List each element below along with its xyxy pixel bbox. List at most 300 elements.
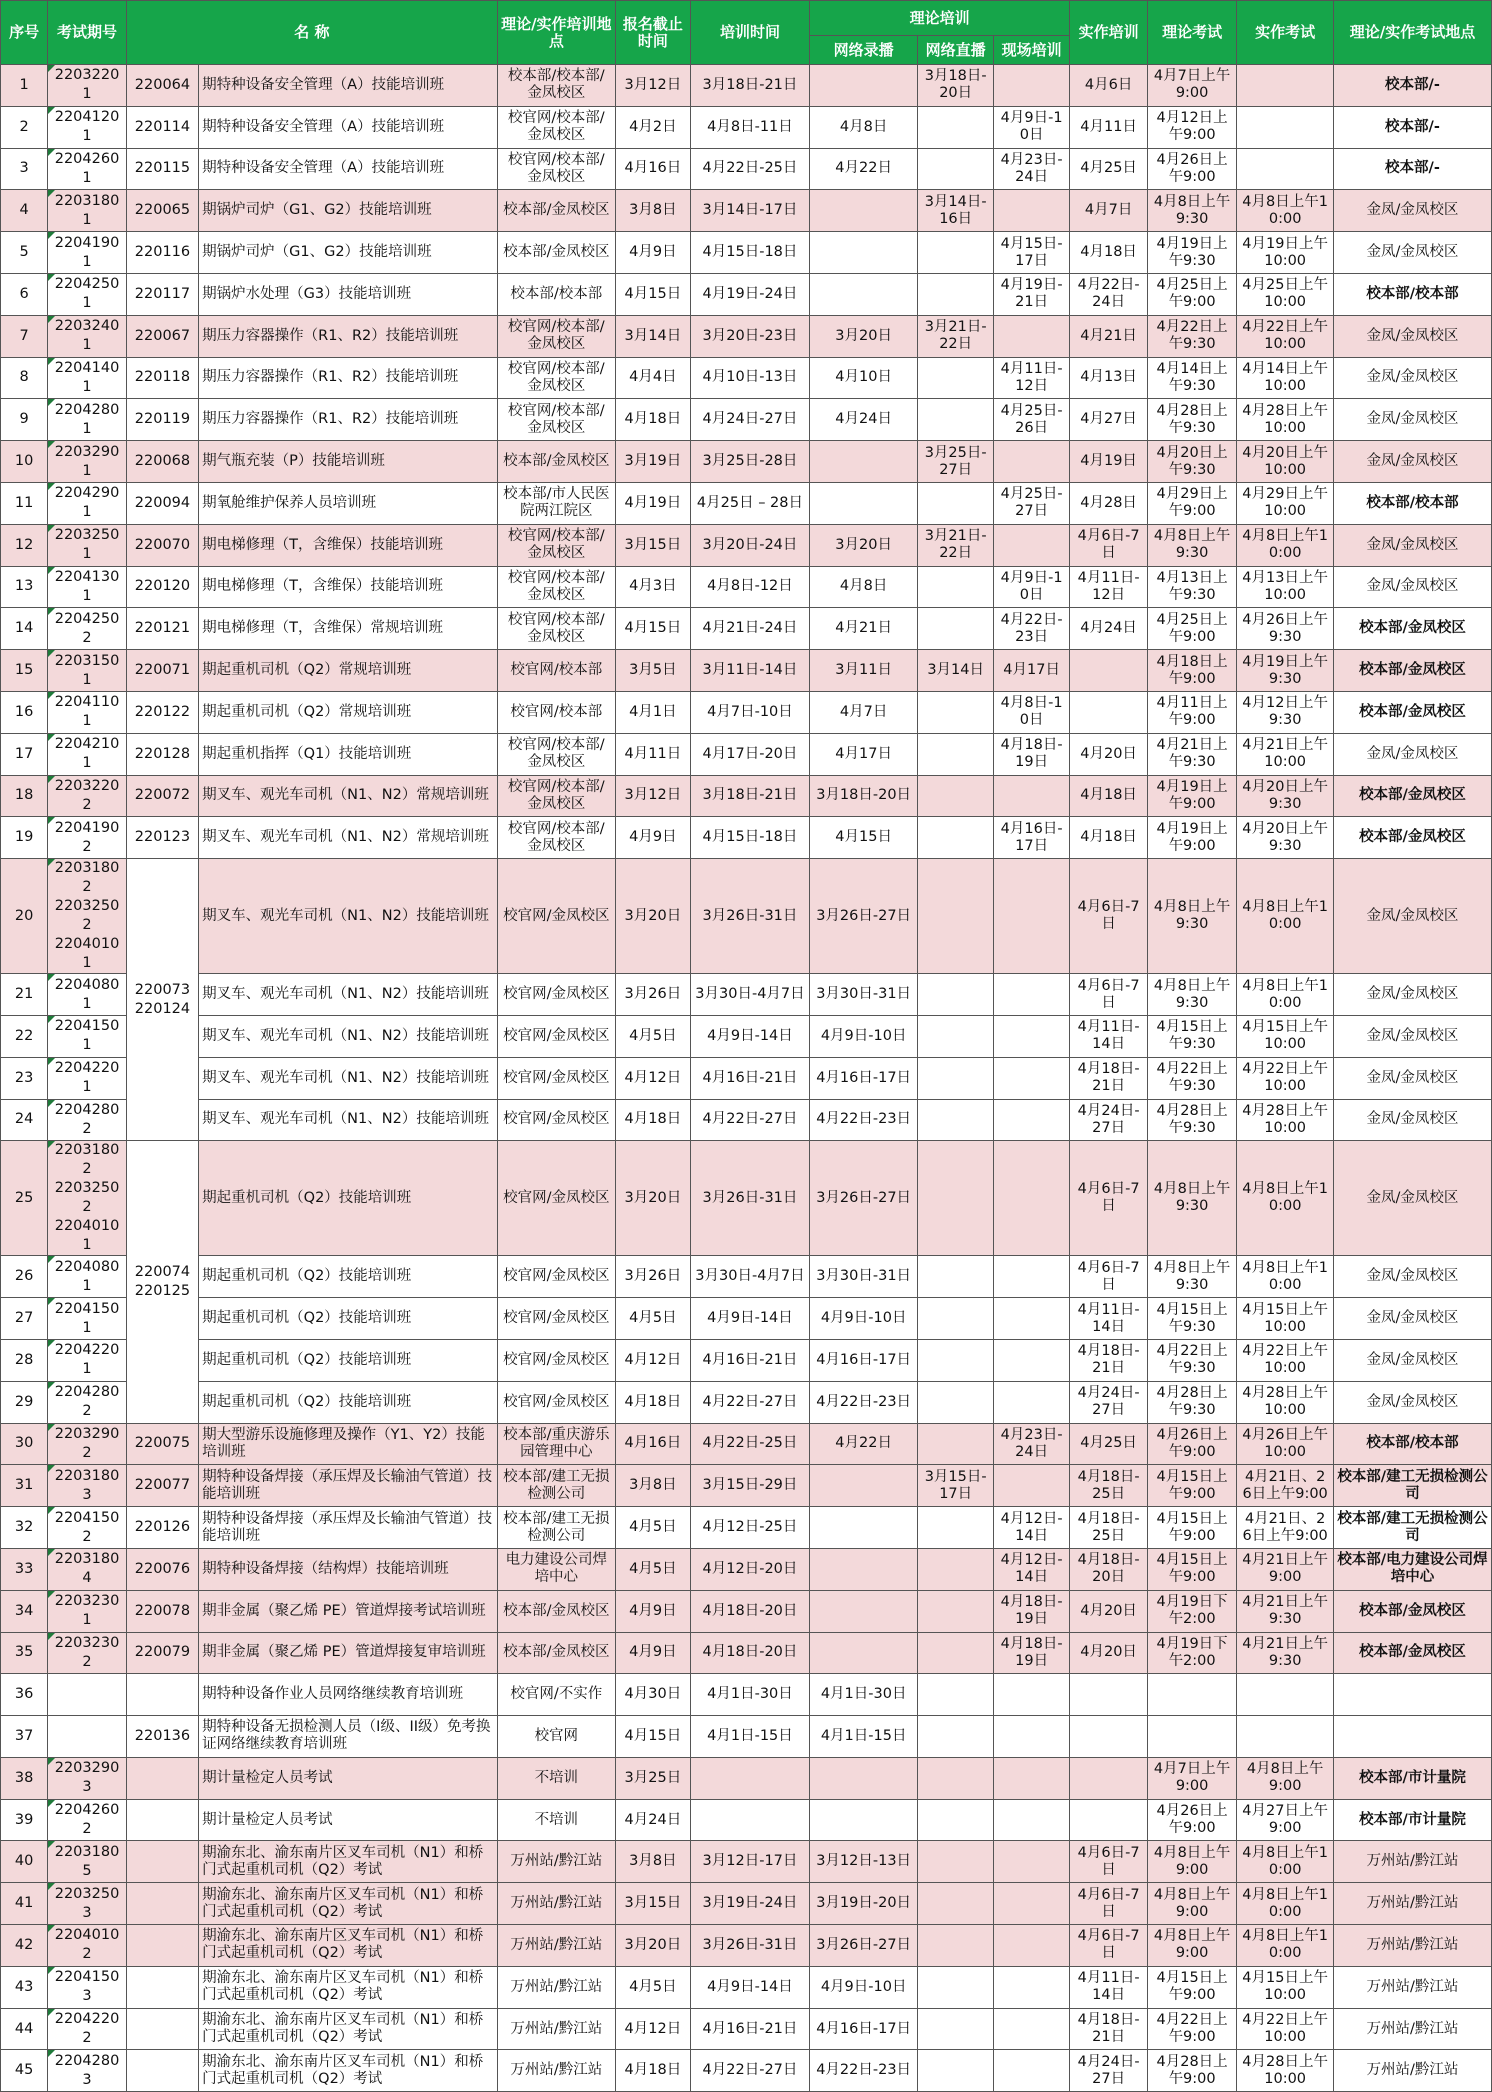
cell-location: 校本部/重庆游乐园管理中心 [497, 1423, 615, 1465]
cell-seq: 41 [1, 1883, 48, 1925]
cell-practical-exam: 4月20日上午9:30 [1237, 817, 1334, 859]
cell-practical-exam: 4月28日上午10:00 [1237, 2050, 1334, 2092]
cell-onsite [993, 1256, 1069, 1298]
cell-location: 不培训 [497, 1757, 615, 1799]
cell-theory-exam: 4月8日上午9:30 [1147, 190, 1237, 232]
cell-exam-no: 22042802 [48, 1099, 126, 1141]
cell-practical-exam: 4月8日上午10:00 [1237, 1141, 1334, 1256]
cell-seq: 4 [1, 190, 48, 232]
cell-onsite [993, 859, 1069, 974]
cell-exam-location: 金凤/金凤校区 [1333, 441, 1491, 483]
cell-seq: 38 [1, 1757, 48, 1799]
cell-practical-exam: 4月8日上午10:00 [1237, 524, 1334, 566]
cell-deadline: 4月5日 [615, 1548, 690, 1590]
cell-deadline: 3月20日 [615, 1925, 690, 1967]
cell-online-live [918, 1507, 993, 1549]
cell-practical-exam: 4月13日上午10:00 [1237, 566, 1334, 608]
cell-theory-exam: 4月28日上午9:30 [1147, 1099, 1237, 1141]
table-row [1, 1548, 1492, 1590]
cell-exam-location: 校本部/校本部 [1333, 482, 1491, 524]
cell-training-time: 4月18日-20日 [691, 1632, 810, 1674]
cell-onsite [993, 1298, 1069, 1340]
cell-exam-no: 22041201 [48, 106, 126, 148]
cell-online-recorded [809, 1799, 918, 1841]
cell-exam-no: 22031804 [48, 1548, 126, 1590]
cell-code [126, 2008, 198, 2050]
cell-online-recorded: 4月8日 [809, 566, 918, 608]
cell-practical-exam: 4月8日上午10:00 [1237, 190, 1334, 232]
cell-practical-training: 4月18日-21日 [1070, 1057, 1147, 1099]
cell-training-time: 3月20日-24日 [691, 524, 810, 566]
cell-name: 期大型游乐设施修理及操作（Y1、Y2）技能培训班 [199, 1423, 498, 1465]
header-online-recorded: 网络录播 [809, 36, 918, 65]
cell-onsite [993, 1057, 1069, 1099]
cell-practical-training: 4月28日 [1070, 482, 1147, 524]
cell-onsite: 4月12日-14日 [993, 1548, 1069, 1590]
cell-seq: 18 [1, 775, 48, 817]
table-row [1, 1256, 1492, 1298]
cell-deadline: 4月18日 [615, 2050, 690, 2092]
cell-code: 220118 [126, 357, 198, 399]
cell-code: 220136 [126, 1716, 198, 1758]
cell-exam-location: 金凤/金凤校区 [1333, 232, 1491, 274]
cell-onsite: 4月18日-19日 [993, 1632, 1069, 1674]
cell-online-recorded: 3月30日-31日 [809, 974, 918, 1016]
cell-deadline: 4月24日 [615, 1799, 690, 1841]
cell-code: 220114 [126, 106, 198, 148]
table-row [1, 1423, 1492, 1465]
cell-practical-exam: 4月22日上午10:00 [1237, 1339, 1334, 1381]
cell-training-time: 4月8日-12日 [691, 566, 810, 608]
cell-name: 期计量检定人员考试 [199, 1799, 498, 1841]
cell-practical-exam: 4月8日上午10:00 [1237, 1883, 1334, 1925]
cell-training-time: 4月17日-20日 [691, 733, 810, 775]
cell-exam-location: 金凤/金凤校区 [1333, 524, 1491, 566]
table-row [1, 608, 1492, 650]
cell-practical-training: 4月20日 [1070, 1590, 1147, 1632]
header-theory-exam: 理论考试 [1147, 1, 1237, 65]
cell-location: 校官网/校本部/金凤校区 [497, 608, 615, 650]
cell-training-time: 3月14日-17日 [691, 190, 810, 232]
cell-code: 220071 [126, 650, 198, 692]
cell-location: 校官网/校本部/金凤校区 [497, 566, 615, 608]
cell-exam-location: 校本部/金凤校区 [1333, 1590, 1491, 1632]
cell-practical-training: 4月18日 [1070, 775, 1147, 817]
cell-training-time: 4月16日-21日 [691, 1057, 810, 1099]
cell-deadline: 3月12日 [615, 65, 690, 107]
cell-practical-training: 4月25日 [1070, 1423, 1147, 1465]
cell-location: 校官网/不实作 [497, 1674, 615, 1716]
cell-practical-training: 4月24日-27日 [1070, 1381, 1147, 1423]
table-row [1, 1057, 1492, 1099]
cell-practical-exam: 4月28日上午10:00 [1237, 1381, 1334, 1423]
cell-practical-exam: 4月19日上午9:30 [1237, 650, 1334, 692]
cell-practical-training: 4月6日-7日 [1070, 859, 1147, 974]
cell-practical-training: 4月20日 [1070, 1632, 1147, 1674]
cell-online-recorded [809, 1632, 918, 1674]
cell-code: 220072 [126, 775, 198, 817]
cell-online-live [918, 357, 993, 399]
table-row [1, 859, 1492, 974]
cell-online-recorded: 4月9日-10日 [809, 1298, 918, 1340]
cell-onsite: 4月9日-10日 [993, 106, 1069, 148]
cell-practical-exam [1237, 1674, 1334, 1716]
cell-theory-exam: 4月26日上午9:00 [1147, 148, 1237, 190]
cell-exam-location: 校本部/金凤校区 [1333, 650, 1491, 692]
cell-training-time: 3月30日-4月7日 [691, 1256, 810, 1298]
cell-online-recorded [809, 1507, 918, 1549]
table-row [1, 524, 1492, 566]
cell-name: 期叉车、观光车司机（N1、N2）技能培训班 [199, 974, 498, 1016]
cell-deadline: 3月8日 [615, 1465, 690, 1507]
cell-location: 校官网/校本部/金凤校区 [497, 148, 615, 190]
cell-name: 期电梯修理（T，含维保）技能培训班 [199, 566, 498, 608]
cell-exam-no: 22032903 [48, 1757, 126, 1799]
cell-exam-no: 22041101 [48, 691, 126, 733]
cell-name: 期渝东北、渝东南片区叉车司机（N1）和桥门式起重机司机（Q2）考试 [199, 2050, 498, 2092]
cell-theory-exam: 4月7日上午9:00 [1147, 1757, 1237, 1799]
cell-seq: 15 [1, 650, 48, 692]
cell-seq: 5 [1, 232, 48, 274]
cell-exam-no: 22041401 [48, 357, 126, 399]
cell-deadline: 4月2日 [615, 106, 690, 148]
cell-training-time: 4月24日-27日 [691, 399, 810, 441]
cell-deadline: 4月4日 [615, 357, 690, 399]
cell-seq: 11 [1, 482, 48, 524]
cell-location: 校官网/金凤校区 [497, 1057, 615, 1099]
cell-onsite [993, 1099, 1069, 1141]
cell-location: 万州站/黔江站 [497, 2008, 615, 2050]
cell-theory-exam: 4月11日上午9:00 [1147, 691, 1237, 733]
cell-seq: 39 [1, 1799, 48, 1841]
cell-name: 期起重机司机（Q2）技能培训班 [199, 1381, 498, 1423]
cell-theory-exam: 4月22日上午9:30 [1147, 1339, 1237, 1381]
cell-seq: 8 [1, 357, 48, 399]
cell-practical-training: 4月6日 [1070, 65, 1147, 107]
cell-onsite: 4月8日-10日 [993, 691, 1069, 733]
table-row [1, 817, 1492, 859]
cell-exam-no: 22032302 [48, 1632, 126, 1674]
cell-name: 期非金属（聚乙烯 PE）管道焊接考试培训班 [199, 1590, 498, 1632]
cell-theory-exam: 4月13日上午9:30 [1147, 566, 1237, 608]
cell-name: 期特种设备安全管理（A）技能培训班 [199, 106, 498, 148]
cell-online-recorded: 4月1日-30日 [809, 1674, 918, 1716]
cell-seq: 22 [1, 1015, 48, 1057]
cell-online-live [918, 1256, 993, 1298]
cell-online-recorded: 4月8日 [809, 106, 918, 148]
cell-exam-no: 22041901 [48, 232, 126, 274]
cell-exam-no: 22041902 [48, 817, 126, 859]
cell-practical-training: 4月20日 [1070, 733, 1147, 775]
cell-exam-location: 校本部/电力建设公司焊培中心 [1333, 1548, 1491, 1590]
cell-name: 期叉车、观光车司机（N1、N2）技能培训班 [199, 859, 498, 974]
cell-seq: 40 [1, 1841, 48, 1883]
cell-exam-location: 金凤/金凤校区 [1333, 1298, 1491, 1340]
cell-training-time: 4月25日 – 28日 [691, 482, 810, 524]
cell-seq: 25 [1, 1141, 48, 1256]
table-row [1, 273, 1492, 315]
cell-deadline: 4月9日 [615, 1590, 690, 1632]
cell-onsite [993, 1716, 1069, 1758]
cell-location: 校官网/金凤校区 [497, 1381, 615, 1423]
cell-deadline: 4月5日 [615, 1298, 690, 1340]
cell-name: 期叉车、观光车司机（N1、N2）技能培训班 [199, 1015, 498, 1057]
cell-name: 期压力容器操作（R1、R2）技能培训班 [199, 399, 498, 441]
cell-exam-location: 校本部/校本部 [1333, 1423, 1491, 1465]
cell-name: 期起重机司机（Q2）常规培训班 [199, 650, 498, 692]
header-online-live: 网络直播 [918, 36, 993, 65]
cell-practical-training: 4月18日 [1070, 817, 1147, 859]
cell-name: 期非金属（聚乙烯 PE）管道焊接复审培训班 [199, 1632, 498, 1674]
table-row [1, 1966, 1492, 2008]
cell-theory-exam: 4月8日上午9:30 [1147, 1141, 1237, 1256]
cell-online-live: 3月21日-22日 [918, 315, 993, 357]
cell-deadline: 3月15日 [615, 1883, 690, 1925]
cell-deadline: 3月26日 [615, 974, 690, 1016]
cell-exam-location: 金凤/金凤校区 [1333, 190, 1491, 232]
cell-onsite [993, 1966, 1069, 2008]
cell-exam-no: 22042201 [48, 1057, 126, 1099]
cell-deadline: 4月15日 [615, 273, 690, 315]
cell-theory-exam: 4月28日上午9:30 [1147, 399, 1237, 441]
cell-practical-training: 4月6日-7日 [1070, 1883, 1147, 1925]
cell-practical-training: 4月27日 [1070, 399, 1147, 441]
cell-practical-training: 4月18日 [1070, 232, 1147, 274]
cell-seq: 29 [1, 1381, 48, 1423]
cell-practical-exam: 4月20日上午9:30 [1237, 775, 1334, 817]
cell-practical-exam [1237, 65, 1334, 107]
table-row [1, 1099, 1492, 1141]
table-row [1, 775, 1492, 817]
cell-theory-exam: 4月8日上午9:30 [1147, 524, 1237, 566]
cell-training-time: 4月21日-24日 [691, 608, 810, 650]
cell-name: 期叉车、观光车司机（N1、N2）常规培训班 [199, 775, 498, 817]
cell-practical-training: 4月6日-7日 [1070, 1841, 1147, 1883]
cell-onsite: 4月23日-24日 [993, 1423, 1069, 1465]
cell-theory-exam: 4月15日上午9:30 [1147, 1298, 1237, 1340]
cell-exam-location: 校本部/建工无损检测公司 [1333, 1465, 1491, 1507]
cell-practical-exam: 4月21日、26日上午9:00 [1237, 1465, 1334, 1507]
cell-theory-exam: 4月8日上午9:30 [1147, 1256, 1237, 1298]
header-exam-location: 理论/实作考试地点 [1333, 1, 1491, 65]
cell-location: 校本部/校本部 [497, 273, 615, 315]
cell-online-recorded [809, 273, 918, 315]
table-row [1, 1339, 1492, 1381]
table-row [1, 106, 1492, 148]
cell-theory-exam: 4月22日上午9:30 [1147, 315, 1237, 357]
cell-code: 220126 [126, 1507, 198, 1549]
cell-practical-training: 4月11日-14日 [1070, 1298, 1147, 1340]
cell-onsite [993, 315, 1069, 357]
cell-online-live [918, 1099, 993, 1141]
cell-exam-no [48, 1716, 126, 1758]
cell-training-time: 4月9日-14日 [691, 1298, 810, 1340]
cell-location: 校本部/建工无损检测公司 [497, 1465, 615, 1507]
cell-name: 期特种设备安全管理（A）技能培训班 [199, 148, 498, 190]
cell-code: 220121 [126, 608, 198, 650]
cell-exam-location: 金凤/金凤校区 [1333, 1256, 1491, 1298]
cell-exam-no: 22042901 [48, 482, 126, 524]
cell-online-live: 3月21日-22日 [918, 524, 993, 566]
cell-online-recorded: 4月22日 [809, 148, 918, 190]
cell-practical-training: 4月6日-7日 [1070, 1256, 1147, 1298]
cell-exam-location: 校本部/金凤校区 [1333, 608, 1491, 650]
cell-online-recorded: 4月16日-17日 [809, 1057, 918, 1099]
cell-exam-location: 校本部/- [1333, 106, 1491, 148]
cell-practical-exam: 4月8日上午10:00 [1237, 859, 1334, 974]
cell-online-recorded: 4月7日 [809, 691, 918, 733]
cell-online-recorded: 3月26日-27日 [809, 1925, 918, 1967]
cell-onsite [993, 1799, 1069, 1841]
cell-theory-exam: 4月8日上午9:30 [1147, 974, 1237, 1016]
cell-location: 万州站/黔江站 [497, 2050, 615, 2092]
cell-code: 220078 [126, 1590, 198, 1632]
cell-training-time: 3月18日-21日 [691, 775, 810, 817]
cell-exam-no: 22042602 [48, 1799, 126, 1841]
cell-onsite [993, 1015, 1069, 1057]
cell-onsite [993, 1757, 1069, 1799]
cell-online-recorded: 4月16日-17日 [809, 1339, 918, 1381]
cell-online-live [918, 399, 993, 441]
cell-deadline: 4月19日 [615, 482, 690, 524]
cell-onsite: 4月17日 [993, 650, 1069, 692]
cell-location: 校官网/校本部/金凤校区 [497, 357, 615, 399]
cell-name: 期特种设备安全管理（A）技能培训班 [199, 65, 498, 107]
cell-theory-exam: 4月20日上午9:30 [1147, 441, 1237, 483]
cell-name: 期气瓶充装（P）技能培训班 [199, 441, 498, 483]
cell-online-recorded: 3月20日 [809, 524, 918, 566]
cell-deadline: 4月30日 [615, 1674, 690, 1716]
cell-deadline: 4月5日 [615, 1015, 690, 1057]
cell-exam-no: 22040801 [48, 1256, 126, 1298]
cell-location: 校官网/金凤校区 [497, 1339, 615, 1381]
cell-practical-training [1070, 1799, 1147, 1841]
cell-online-live [918, 148, 993, 190]
cell-training-time: 4月12日-25日 [691, 1507, 810, 1549]
cell-practical-exam: 4月21日上午9:00 [1237, 1548, 1334, 1590]
cell-training-time: 4月10日-13日 [691, 357, 810, 399]
cell-practical-exam: 4月25日上午10:00 [1237, 273, 1334, 315]
table-row [1, 1674, 1492, 1716]
cell-theory-exam: 4月19日上午9:00 [1147, 817, 1237, 859]
cell-deadline: 4月5日 [615, 1966, 690, 2008]
cell-training-time: 3月15日-29日 [691, 1465, 810, 1507]
cell-deadline: 3月12日 [615, 775, 690, 817]
cell-location: 校本部/金凤校区 [497, 190, 615, 232]
cell-theory-exam: 4月8日上午9:00 [1147, 1883, 1237, 1925]
cell-onsite [993, 1381, 1069, 1423]
cell-name: 期特种设备焊接（承压焊及长输油气管道）技能培训班 [199, 1465, 498, 1507]
cell-code: 220076 [126, 1548, 198, 1590]
cell-online-live [918, 106, 993, 148]
cell-deadline: 4月3日 [615, 566, 690, 608]
cell-training-time: 3月20日-23日 [691, 315, 810, 357]
cell-online-live: 3月25日-27日 [918, 441, 993, 483]
cell-online-live [918, 232, 993, 274]
cell-location: 校官网/校本部 [497, 650, 615, 692]
cell-exam-location: 校本部/- [1333, 65, 1491, 107]
cell-location: 校本部/市人民医院两江院区 [497, 482, 615, 524]
cell-theory-exam: 4月14日上午9:30 [1147, 357, 1237, 399]
cell-location: 电力建设公司焊培中心 [497, 1548, 615, 1590]
cell-seq: 33 [1, 1548, 48, 1590]
cell-exam-location: 校本部/金凤校区 [1333, 1632, 1491, 1674]
cell-practical-training [1070, 650, 1147, 692]
cell-onsite: 4月25日-27日 [993, 482, 1069, 524]
cell-online-recorded: 4月9日-10日 [809, 1966, 918, 2008]
cell-onsite: 4月18日-19日 [993, 733, 1069, 775]
cell-practical-training: 4月6日-7日 [1070, 1141, 1147, 1256]
cell-practical-training [1070, 1716, 1147, 1758]
cell-code: 220123 [126, 817, 198, 859]
cell-exam-no: 22032901 [48, 441, 126, 483]
cell-location: 校官网/金凤校区 [497, 1141, 615, 1256]
cell-name: 期锅炉水处理（G3）技能培训班 [199, 273, 498, 315]
cell-exam-location: 校本部/金凤校区 [1333, 817, 1491, 859]
cell-seq: 36 [1, 1674, 48, 1716]
cell-online-recorded [809, 1548, 918, 1590]
cell-online-live: 3月15日-17日 [918, 1465, 993, 1507]
cell-code: 220119 [126, 399, 198, 441]
table-row [1, 357, 1492, 399]
cell-practical-training: 4月7日 [1070, 190, 1147, 232]
cell-online-live [918, 1015, 993, 1057]
header-seq: 序号 [1, 1, 48, 65]
cell-practical-training: 4月11日-14日 [1070, 1966, 1147, 2008]
cell-seq: 31 [1, 1465, 48, 1507]
cell-practical-exam: 4月26日上午9:30 [1237, 608, 1334, 650]
cell-exam-no: 22042801 [48, 399, 126, 441]
cell-training-time: 3月30日-4月7日 [691, 974, 810, 1016]
cell-practical-training: 4月13日 [1070, 357, 1147, 399]
cell-exam-no: 22040801 [48, 974, 126, 1016]
cell-training-time: 3月26日-31日 [691, 1925, 810, 1967]
cell-seq: 30 [1, 1423, 48, 1465]
cell-practical-exam: 4月21日上午9:30 [1237, 1632, 1334, 1674]
cell-practical-training: 4月22日-24日 [1070, 273, 1147, 315]
table-row [1, 974, 1492, 1016]
cell-online-live [918, 1548, 993, 1590]
cell-onsite [993, 1925, 1069, 1967]
cell-onsite [993, 2008, 1069, 2050]
table-row [1, 2050, 1492, 2092]
cell-training-time: 4月7日-10日 [691, 691, 810, 733]
table-row [1, 1632, 1492, 1674]
cell-name: 期压力容器操作（R1、R2）技能培训班 [199, 315, 498, 357]
cell-online-recorded: 4月24日 [809, 399, 918, 441]
cell-seq: 17 [1, 733, 48, 775]
cell-theory-exam: 4月22日上午9:00 [1147, 2008, 1237, 2050]
cell-seq: 44 [1, 2008, 48, 2050]
cell-exam-no: 22031501 [48, 650, 126, 692]
cell-deadline: 4月15日 [615, 608, 690, 650]
cell-onsite [993, 1674, 1069, 1716]
cell-theory-exam: 4月19日上午9:00 [1147, 775, 1237, 817]
cell-theory-exam: 4月21日上午9:30 [1147, 733, 1237, 775]
cell-online-recorded [809, 65, 918, 107]
cell-exam-no: 22031802 22032502 22040101 [48, 1141, 126, 1256]
cell-training-time: 3月25日-28日 [691, 441, 810, 483]
cell-exam-no: 22032202 [48, 775, 126, 817]
cell-exam-location: 金凤/金凤校区 [1333, 1339, 1491, 1381]
cell-location: 校官网/金凤校区 [497, 974, 615, 1016]
cell-seq: 19 [1, 817, 48, 859]
cell-onsite: 4月16日-17日 [993, 817, 1069, 859]
cell-exam-no: 22041502 [48, 1507, 126, 1549]
cell-online-recorded: 4月22日-23日 [809, 1099, 918, 1141]
cell-online-recorded: 3月20日 [809, 315, 918, 357]
cell-name: 期特种设备焊接（结构焊）技能培训班 [199, 1548, 498, 1590]
